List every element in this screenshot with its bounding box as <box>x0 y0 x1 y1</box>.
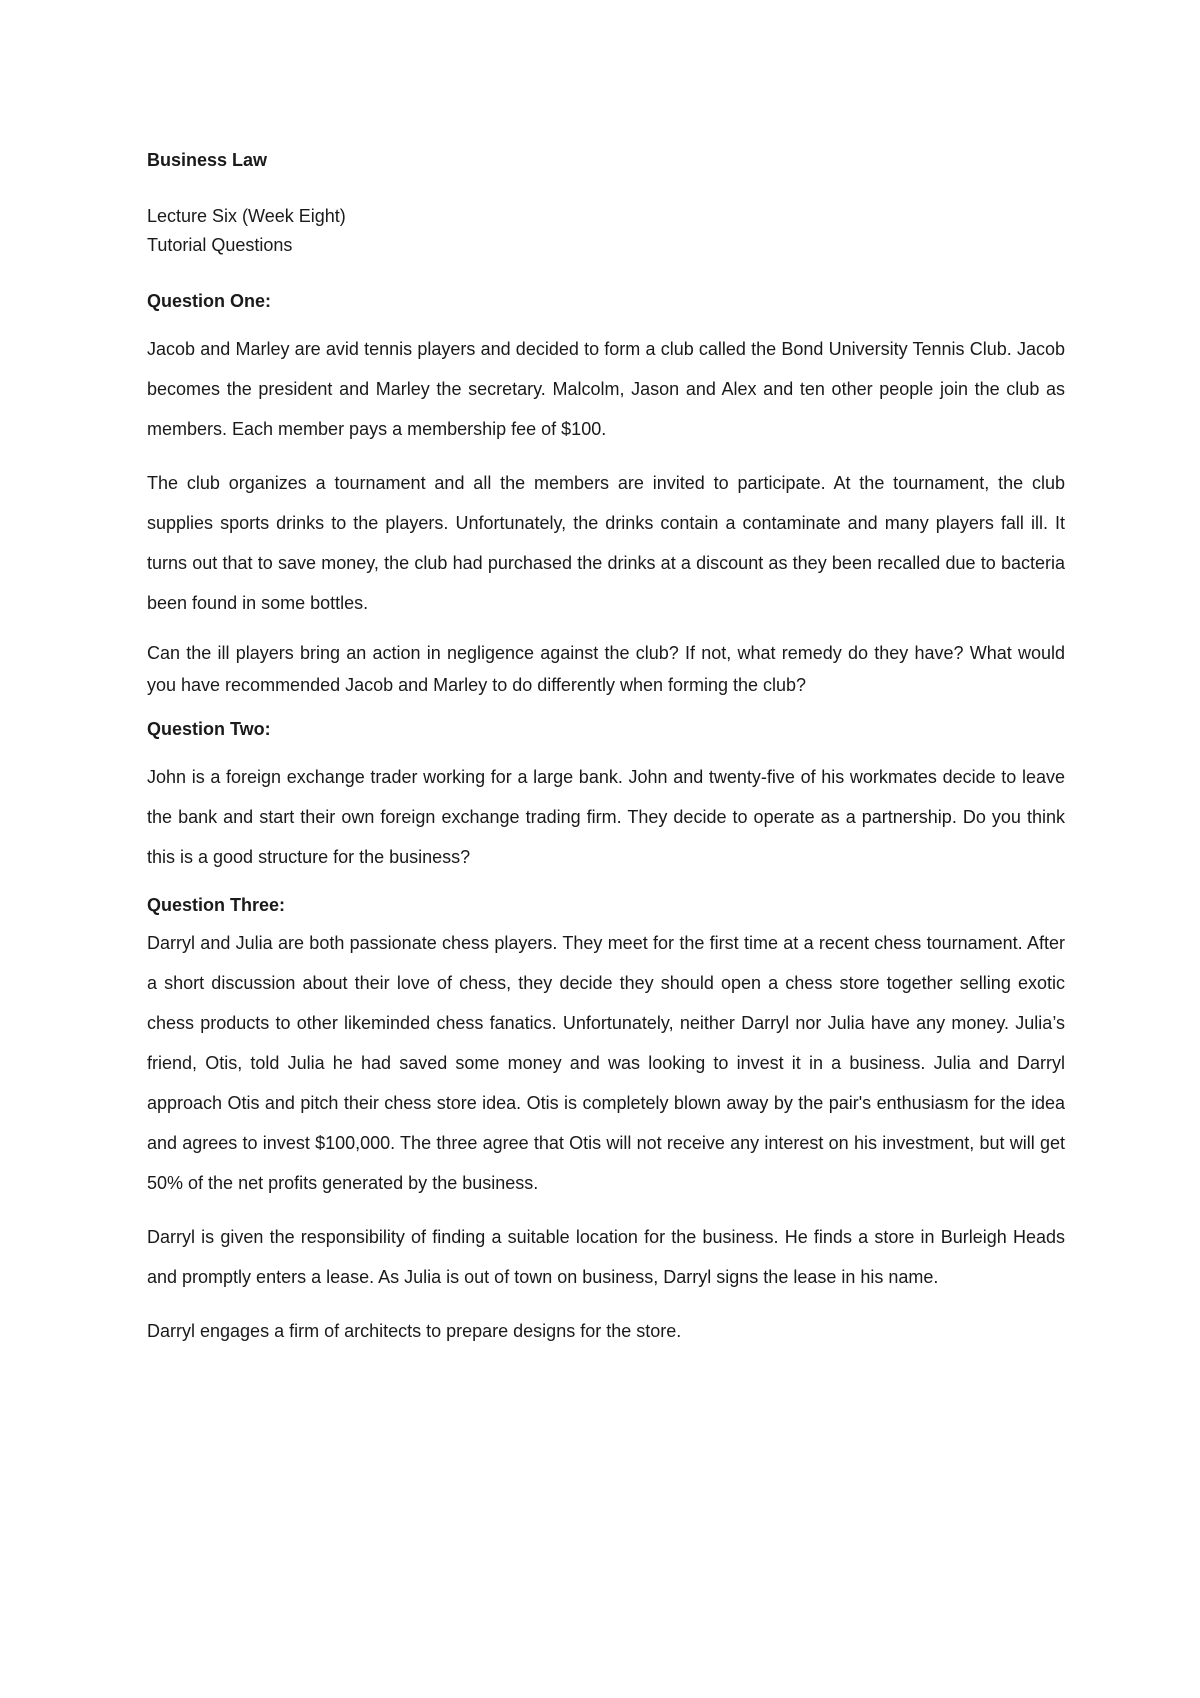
question-three-paragraph-2: Darryl is given the responsibility of finding a suitable location for the business. He finds a store in Burleigh Heads and promptly enters a lease. As Julia is out of town on business, Darryl signs the lease in his name. <box>147 1227 1065 1287</box>
question-one-section <box>147 287 1065 701</box>
lecture-title: Lecture Six (Week Eight) <box>147 206 346 226</box>
question-one-paragraph-3: Can the ill players bring an action in negligence against the club? If not, what remedy do they have? What would you have recommended Jacob and Marley to do differently when forming the club? <box>147 643 1065 695</box>
document-subtitle: Tutorial Questions <box>147 235 293 255</box>
question-one-paragraph-2: The club organizes a tournament and all the members are invited to participate. At the tournament, the club supplies sports drinks to the players. Unfortunately, the drinks contain a contaminate and many players fall ill. It turns out that to save money, the club had purchased the drinks at a discount as they been recalled due to bacteria been found in some bottles. <box>147 473 1065 613</box>
question-two-section <box>147 715 1065 877</box>
question-three-paragraph-1: Darryl and Julia are both passionate chess players. They meet for the first time at a recent chess tournament. After a short discussion about their love of chess, they decide they should open a chess store together selling exotic chess products to other likeminded chess fanatics. Unfortunately, neither Darryl nor Julia have any money. Julia’s friend, Otis, told Julia he had saved some money and was looking to invest it in a business. Julia and Darryl approach Otis and pitch their chess store idea. Otis is completely blown away by the pair's enthusiasm for the idea and agrees to invest $100,000. The three agree that Otis will not receive any interest on his investment, but will get 50% of the net profits generated by the business. <box>147 933 1065 1193</box>
course-title: Business Law <box>147 150 268 170</box>
question-two-paragraph-1: John is a foreign exchange trader working for a large bank. John and twenty-five of his workmates decide to leave the bank and start their own foreign exchange trading firm. They decide to operate as a partnership. Do you think this is a good structure for the business? <box>147 767 1065 867</box>
question-three-section <box>147 891 1065 1351</box>
question-three-paragraph-3: Darryl engages a firm of architects to prepare designs for the store. <box>147 1321 682 1341</box>
question-two-heading: Question Two: <box>147 719 271 739</box>
question-three-heading: Question Three: <box>147 895 286 915</box>
document-body <box>147 146 1065 1365</box>
question-one-paragraph-1: Jacob and Marley are avid tennis players and decided to form a club called the Bond University Tennis Club. Jacob becomes the president and Marley the secretary. Malcolm, Jason and Alex and ten other people join the club as members. Each member pays a membership fee of $100. <box>147 339 1065 439</box>
question-one-heading: Question One: <box>147 291 272 311</box>
